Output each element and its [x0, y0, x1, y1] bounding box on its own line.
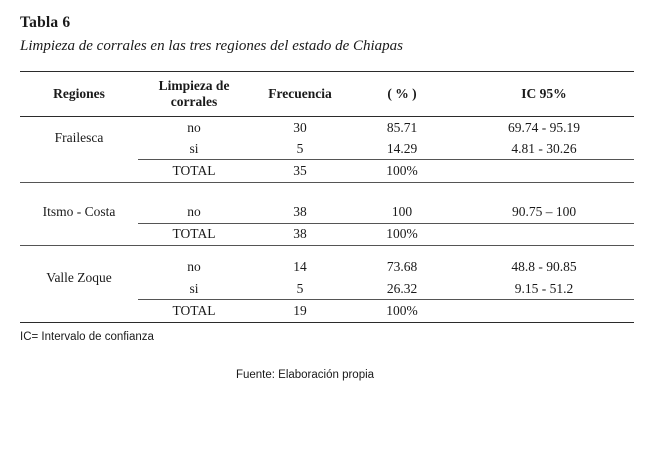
- table-label: Tabla 6: [20, 14, 71, 31]
- cell-percent: 85.71: [386, 119, 418, 135]
- table-header-row: [20, 72, 634, 117]
- cell-frequency: 14: [293, 259, 307, 275]
- cell-total-frequency: 35: [250, 160, 350, 182]
- cell-ic: 4.81 - 30.26: [511, 140, 577, 156]
- cell-cleaning: si: [189, 140, 199, 156]
- region-cell-itsmo-costa: Itsmo - Costa: [42, 204, 116, 220]
- cell-total-label: TOTAL: [138, 223, 250, 245]
- cell-ic: 69.74 - 95.19: [508, 119, 580, 135]
- region-cell-empty: [20, 223, 138, 245]
- cell-percent: 73.68: [386, 259, 418, 275]
- cell-total-percent: 100%: [350, 223, 454, 245]
- table-source: Fuente: Elaboración propia: [235, 368, 375, 381]
- table-footnote: IC= Intervalo de confianza: [20, 330, 154, 343]
- cell-ic: 90.75 – 100: [511, 204, 577, 220]
- group-divider: [20, 245, 634, 257]
- data-table: [20, 71, 634, 323]
- column-header-frequency: Frecuencia: [250, 72, 350, 117]
- cell-total-frequency: 38: [250, 223, 350, 245]
- cell-cleaning: no: [187, 259, 201, 275]
- table-row: [20, 202, 634, 224]
- cell-cleaning: no: [187, 204, 201, 220]
- cell-cleaning: si: [189, 280, 199, 296]
- cell-cleaning: no: [187, 119, 201, 135]
- cell-total-ic: [454, 300, 634, 322]
- cell-ic: 9.15 - 51.2: [514, 280, 574, 296]
- group-divider: [20, 182, 634, 202]
- cell-percent: 100: [391, 204, 413, 220]
- column-header-percent: ( % ): [350, 72, 454, 117]
- region-cell-frailesca: Frailesca: [54, 130, 104, 146]
- table-total-row: [20, 160, 634, 182]
- region-cell-valle-zoque: Valle Zoque: [46, 270, 112, 286]
- table-total-row: [20, 300, 634, 322]
- cell-total-label: TOTAL: [138, 160, 250, 182]
- column-header-cleaning: Limpieza de corrales: [138, 72, 250, 117]
- cell-frequency: 5: [296, 280, 304, 296]
- cell-frequency: 30: [293, 119, 307, 135]
- table-total-row: [20, 223, 634, 245]
- table-caption: Limpieza de corrales en las tres regiones del estado de Chiapas: [20, 38, 404, 54]
- column-header-ic: IC 95%: [454, 72, 634, 117]
- cell-total-ic: [454, 160, 634, 182]
- region-cell-empty: [20, 300, 138, 322]
- table-row: [20, 257, 634, 278]
- cell-frequency: 38: [293, 204, 307, 220]
- region-cell-empty: [20, 160, 138, 182]
- column-header-regions: Regiones: [20, 72, 138, 117]
- cell-ic: 48.8 - 90.85: [511, 259, 577, 275]
- cell-total-percent: 100%: [350, 160, 454, 182]
- table-row: [20, 117, 634, 139]
- cell-total-label: TOTAL: [138, 300, 250, 322]
- cell-total-frequency: 19: [250, 300, 350, 322]
- cell-total-percent: 100%: [350, 300, 454, 322]
- cell-total-ic: [454, 223, 634, 245]
- cell-percent: 26.32: [386, 280, 418, 296]
- cell-frequency: 5: [296, 140, 304, 156]
- cell-percent: 14.29: [386, 140, 418, 156]
